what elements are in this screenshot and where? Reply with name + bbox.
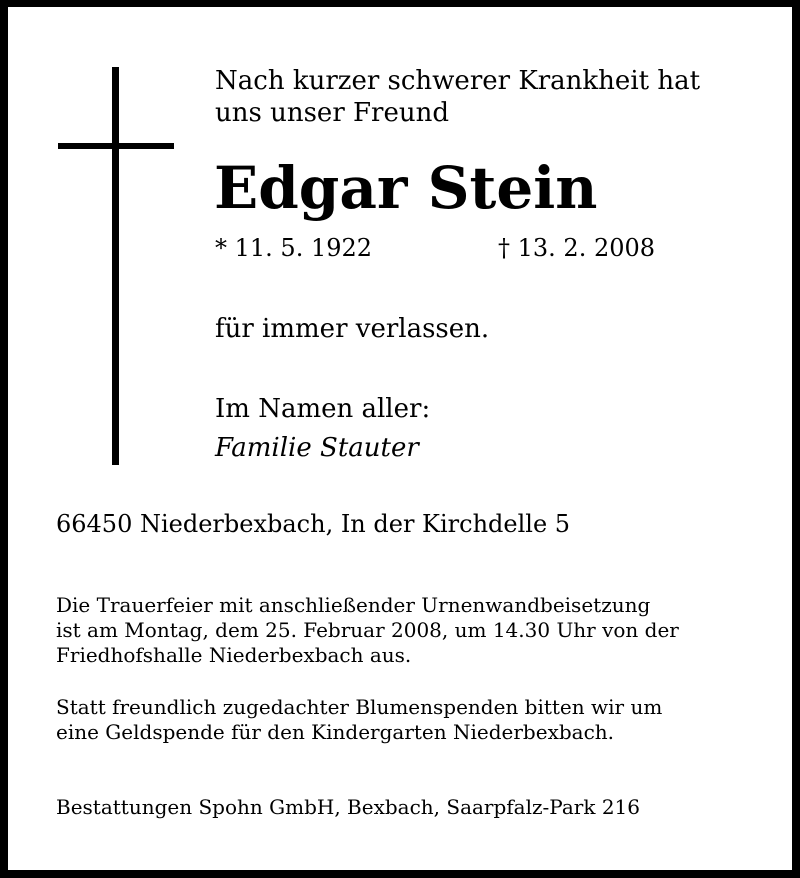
deceased-name: Edgar Stein	[214, 154, 598, 222]
donation-line-1: Statt freundlich zugedachter Blumenspenden bitten wir um	[56, 695, 663, 719]
birth-date: * 11. 5. 1922	[215, 234, 373, 262]
cross-vertical-bar	[112, 67, 119, 465]
funeral-info	[56, 593, 679, 668]
intro-text	[215, 65, 700, 129]
undertaker-info: Bestattungen Spohn GmbH, Bexbach, Saarpfalz-Park 216	[56, 795, 640, 819]
funeral-line-2: ist am Montag, dem 25. Februar 2008, um 14.30 Uhr von der	[56, 618, 679, 642]
family-signature: Familie Stauter	[215, 433, 419, 463]
funeral-line-1: Die Trauerfeier mit anschließender Urnenwandbeisetzung	[56, 593, 651, 617]
death-date: † 13. 2. 2008	[498, 234, 656, 262]
address: 66450 Niederbexbach, In der Kirchdelle 5	[56, 510, 571, 538]
funeral-line-3: Friedhofshalle Niederbexbach aus.	[56, 643, 412, 667]
donation-request	[56, 695, 662, 745]
left-phrase: für immer verlassen.	[215, 314, 490, 344]
on-behalf-label: Im Namen aller:	[215, 394, 431, 424]
intro-line-1: Nach kurzer schwerer Krankheit hat	[215, 66, 701, 96]
donation-line-2: eine Geldspende für den Kindergarten Niederbexbach.	[56, 720, 615, 744]
intro-line-2: uns unser Freund	[215, 98, 449, 128]
cross-horizontal-bar	[58, 143, 174, 149]
